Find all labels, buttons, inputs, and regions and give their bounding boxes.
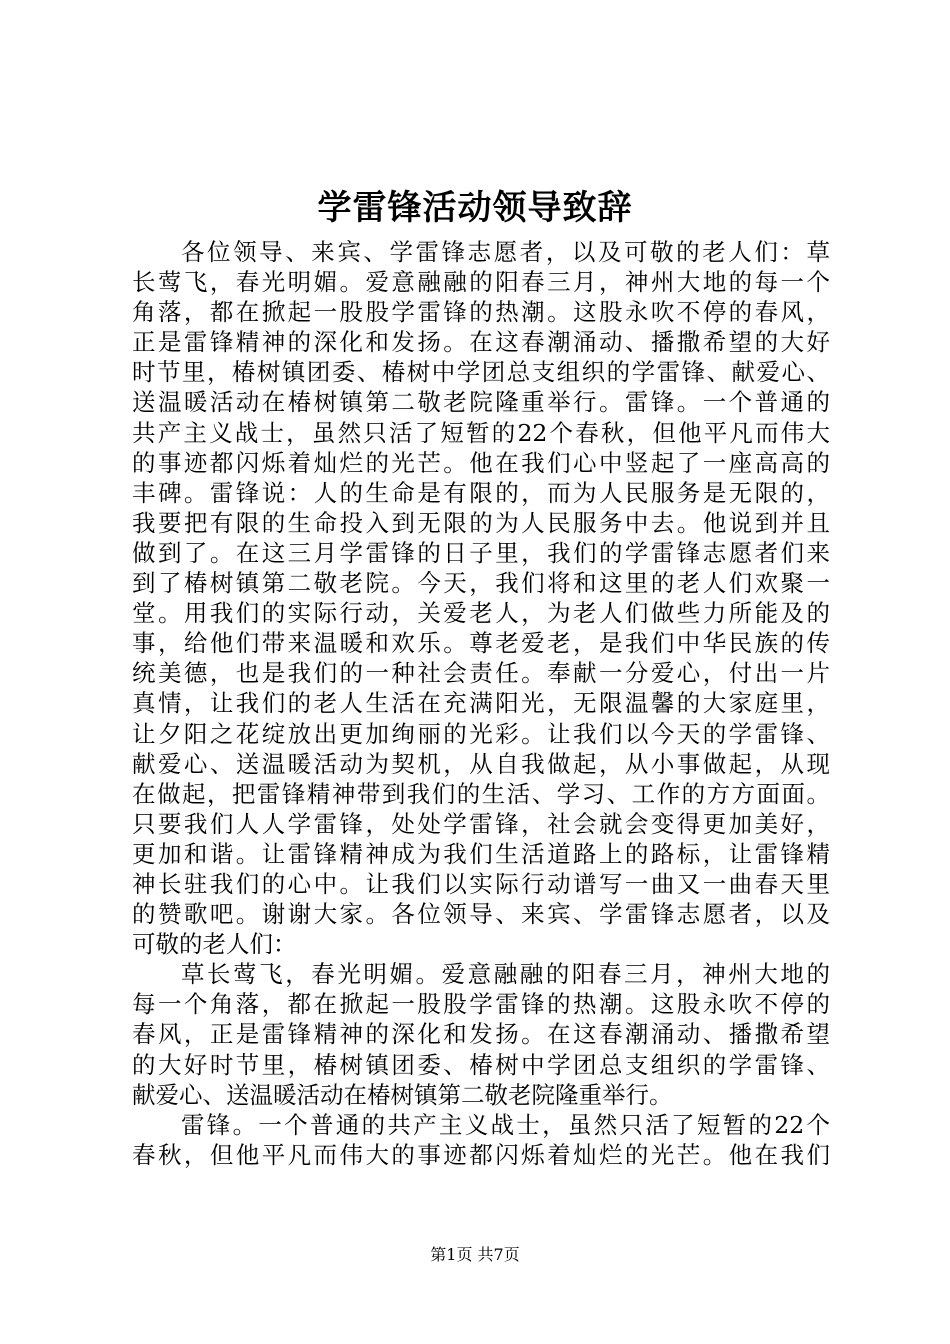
text-line: 送温暖活动在椿树镇第二敬老院隆重举行。雷锋。一个普通的 — [132, 388, 830, 417]
text-line: 更加和谐。让雷锋精神成为我们生活道路上的路标，让雷锋精 — [132, 839, 830, 868]
text-line: 的事迹都闪烁着灿烂的光芒。他在我们心中竖起了一座高高的 — [132, 448, 830, 477]
text-line: 正是雷锋精神的深化和发扬。在这春潮涌动、播撒希望的大好 — [132, 328, 830, 357]
document-title: 学雷锋活动领导致辞 — [317, 188, 633, 228]
page-footer: 第1页 共7页 — [430, 1245, 520, 1264]
text-line: 的赞歌吧。谢谢大家。各位领导、来宾、学雷锋志愿者，以及 — [132, 900, 830, 929]
text-line: 我要把有限的生命投入到无限的为人民服务中去。他说到并且 — [132, 508, 830, 537]
text-line: 献爱心、送温暖活动在椿树镇第二敬老院隆重举行。 — [132, 1080, 673, 1109]
text-line: 到了椿树镇第二敬老院。今天，我们将和这里的老人们欢聚一 — [132, 569, 830, 598]
text-line: 事，给他们带来温暖和欢乐。尊老爱老，是我们中华民族的传 — [132, 629, 830, 658]
text-line: 草长莺飞，春光明媚。爱意融融的阳春三月，神州大地的 — [181, 960, 830, 989]
text-line: 可敬的老人们： — [132, 930, 297, 959]
text-line: 堂。用我们的实际行动，关爱老人，为老人们做些力所能及的 — [132, 599, 830, 628]
text-line: 长莺飞，春光明媚。爱意融融的阳春三月，神州大地的每一个 — [132, 268, 830, 297]
text-line: 春秋，但他平凡而伟大的事迹都闪烁着灿烂的光芒。他在我们 — [132, 1140, 830, 1169]
text-line: 春风，正是雷锋精神的深化和发扬。在这春潮涌动、播撒希望 — [132, 1020, 830, 1049]
text-line: 统美德，也是我们的一种社会责任。奉献一分爱心，付出一片 — [132, 659, 830, 688]
text-line: 献爱心、送温暖活动为契机，从自我做起，从小事做起，从现 — [132, 749, 830, 778]
text-line: 的大好时节里，椿树镇团委、椿树中学团总支组织的学雷锋、 — [132, 1050, 830, 1079]
text-line: 雷锋。一个普通的共产主义战士，虽然只活了短暂的22个 — [181, 1110, 830, 1139]
text-line: 每一个角落，都在掀起一股股学雷锋的热潮。这股永吹不停的 — [132, 990, 830, 1019]
text-line: 做到了。在这三月学雷锋的日子里，我们的学雷锋志愿者们来 — [132, 538, 830, 567]
text-line: 丰碑。雷锋说：人的生命是有限的，而为人民服务是无限的， — [132, 478, 830, 507]
text-line: 共产主义战士，虽然只活了短暂的22个春秋，但他平凡而伟大 — [132, 418, 830, 447]
text-line: 神长驻我们的心中。让我们以实际行动谱写一曲又一曲春天里 — [132, 869, 830, 898]
text-line: 时节里，椿树镇团委、椿树中学团总支组织的学雷锋、献爱心、 — [132, 358, 830, 387]
document-body — [132, 237, 830, 1170]
text-line: 让夕阳之花绽放出更加绚丽的光彩。让我们以今天的学雷锋、 — [132, 719, 830, 748]
text-line: 角落，都在掀起一股股学雷锋的热潮。这股永吹不停的春风， — [132, 298, 830, 327]
text-line: 真情，让我们的老人生活在充满阳光，无限温馨的大家庭里， — [132, 689, 830, 718]
text-line: 各位领导、来宾、学雷锋志愿者，以及可敬的老人们：草 — [181, 238, 830, 266]
text-line: 只要我们人人学雷锋，处处学雷锋，社会就会变得更加美好， — [132, 809, 830, 838]
text-line: 在做起，把雷锋精神带到我们的生活、学习、工作的方方面面。 — [132, 779, 830, 808]
